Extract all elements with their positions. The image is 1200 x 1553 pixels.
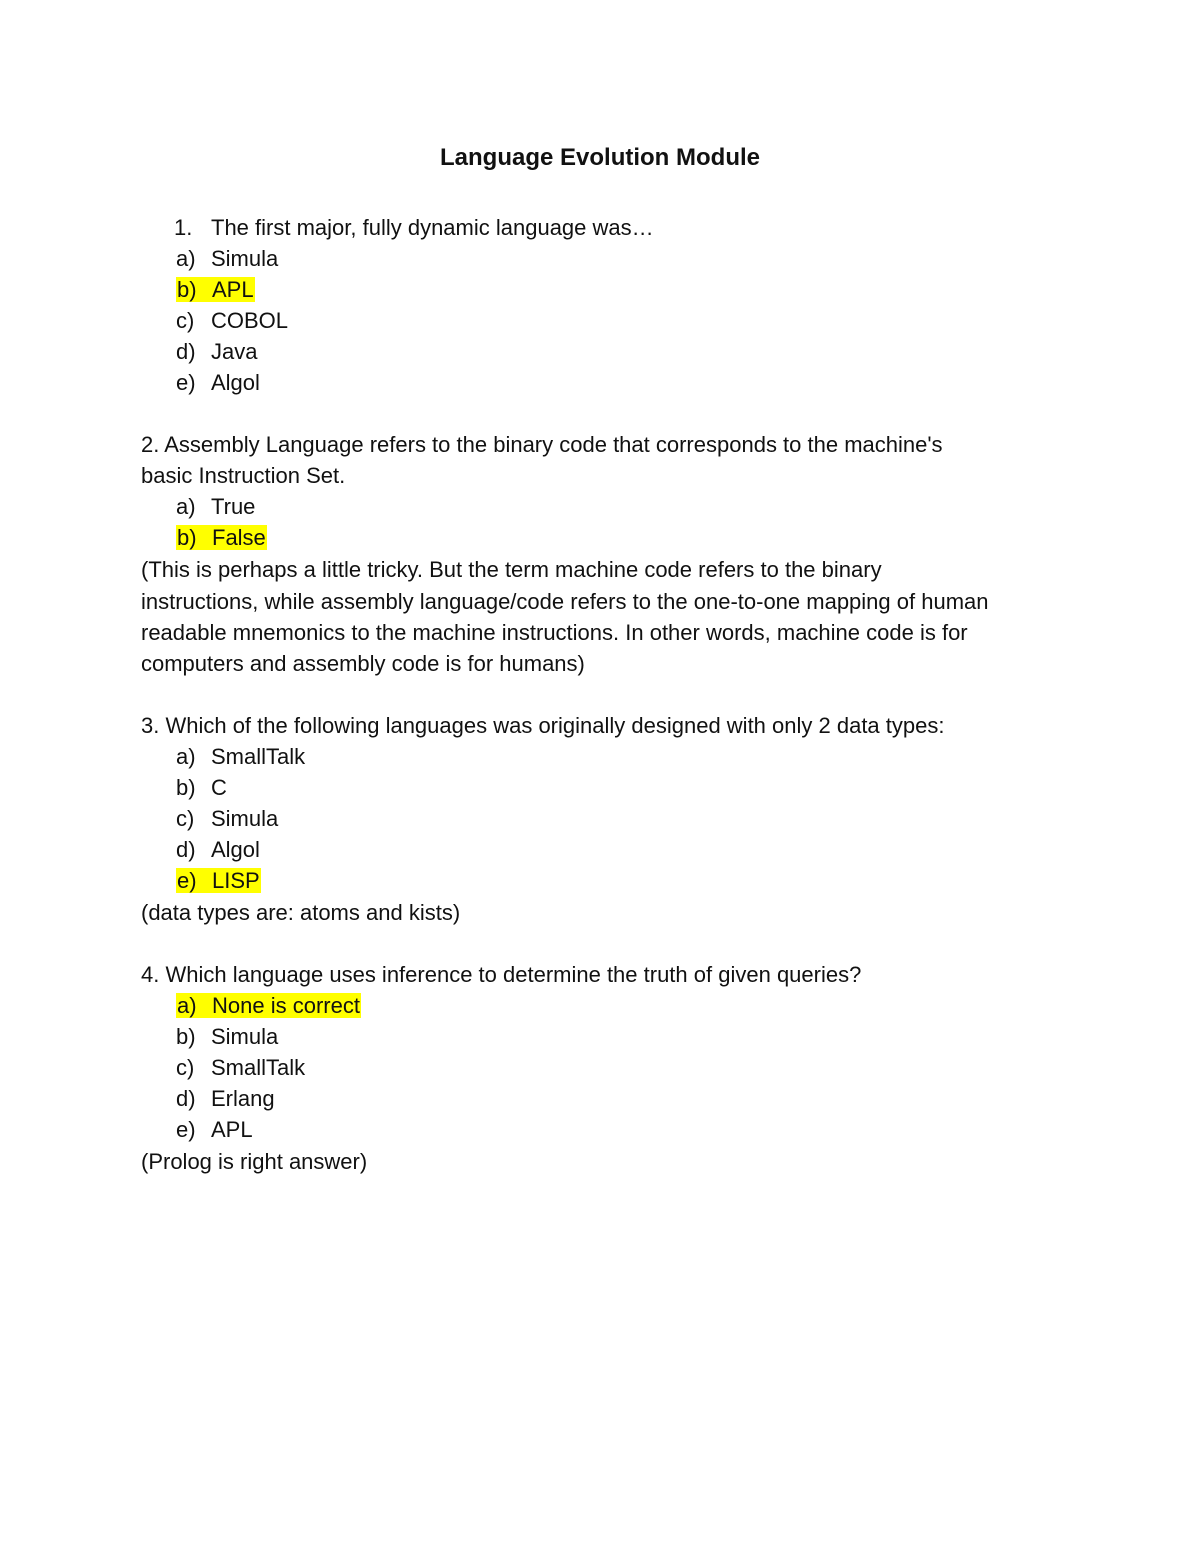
option-label: e) — [176, 370, 196, 395]
explanation: (data types are: atoms and kists) — [141, 900, 461, 925]
option-label: e) — [177, 868, 197, 893]
option-text: APL — [211, 1117, 253, 1142]
answer-highlight — [176, 868, 261, 893]
option-text: LISP — [212, 868, 260, 893]
option-label: b) — [177, 525, 197, 550]
answer-highlight — [176, 993, 361, 1018]
option-a — [176, 741, 305, 772]
option-label: a) — [176, 494, 196, 519]
option-text: False — [212, 525, 266, 550]
option-label: e) — [176, 1117, 196, 1142]
option-a-correct — [176, 990, 361, 1021]
explanation-line-2: instructions, while assembly language/code refers to the one-to-one mapping of human — [141, 589, 989, 614]
option-label: a) — [176, 246, 196, 271]
option-label: c) — [176, 1055, 195, 1080]
option-label: a) — [176, 744, 196, 769]
option-text: SmallTalk — [211, 744, 306, 769]
option-b-correct — [176, 522, 267, 553]
option-label: d) — [176, 837, 196, 862]
option-label: c) — [176, 308, 195, 333]
explanation-line-4: computers and assembly code is for humans) — [141, 651, 585, 676]
option-text: Simula — [211, 1024, 279, 1049]
explanation: (Prolog is right answer) — [141, 1149, 368, 1174]
explanation-line-3: readable mnemonics to the machine instructions. In other words, machine code is for — [141, 620, 968, 645]
option-c — [176, 1052, 305, 1083]
question-stem-line-2: basic Instruction Set. — [141, 463, 346, 488]
option-b — [176, 772, 227, 803]
question-stem: The first major, fully dynamic language was… — [211, 215, 654, 240]
question-stem: 3. Which of the following languages was originally designed with only 2 data types: — [141, 713, 945, 738]
option-d — [176, 1083, 275, 1114]
option-text: Algol — [211, 370, 260, 395]
option-a — [176, 243, 278, 274]
option-c — [176, 305, 288, 336]
option-b-correct — [176, 274, 255, 305]
option-e — [176, 367, 260, 398]
option-c — [176, 803, 278, 834]
option-text: True — [211, 494, 256, 519]
option-e-correct — [176, 865, 261, 896]
option-label: d) — [176, 1086, 196, 1111]
option-text: COBOL — [211, 308, 289, 333]
answer-highlight — [176, 525, 267, 550]
option-text: C — [211, 775, 227, 800]
option-label: b) — [176, 775, 196, 800]
option-d — [176, 834, 260, 865]
option-text: Java — [211, 339, 258, 364]
question-stem: 4. Which language uses inference to determine the truth of given queries? — [141, 962, 862, 987]
option-text: Erlang — [211, 1086, 275, 1111]
option-d — [176, 336, 257, 367]
option-label: b) — [177, 277, 197, 302]
question-stem-line-1: 2. Assembly Language refers to the binary code that corresponds to the machine's — [141, 432, 943, 457]
option-label: b) — [176, 1024, 196, 1049]
option-text: Simula — [211, 246, 279, 271]
option-a — [176, 491, 255, 522]
explanation-line-1: (This is perhaps a little tricky. But the term machine code refers to the binary — [141, 557, 882, 582]
page-title: Language Evolution Module — [440, 144, 760, 171]
option-e — [176, 1114, 253, 1145]
option-b — [176, 1021, 278, 1052]
question-number: 1. — [174, 215, 193, 240]
option-text: None is correct — [212, 993, 360, 1018]
option-label: d) — [176, 339, 196, 364]
option-text: SmallTalk — [211, 1055, 306, 1080]
option-text: APL — [212, 277, 254, 302]
option-label: a) — [177, 993, 197, 1018]
answer-highlight — [176, 277, 255, 302]
option-label: c) — [176, 806, 195, 831]
option-text: Algol — [211, 837, 260, 862]
option-text: Simula — [211, 806, 279, 831]
